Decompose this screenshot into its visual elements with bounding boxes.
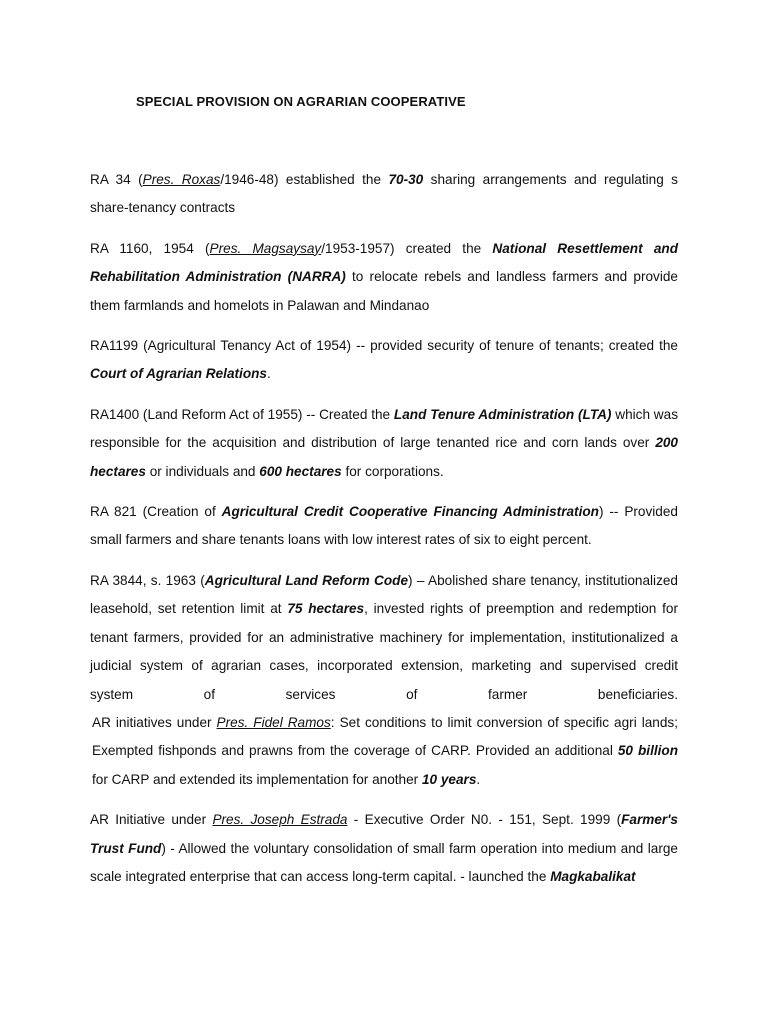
text-run: . — [476, 771, 481, 787]
paragraph-ra1199 — [90, 332, 678, 389]
code-name: Agricultural Land Reform Code — [204, 572, 409, 588]
text-run: /1946-48) established the — [220, 172, 389, 187]
paragraph-ra34 — [90, 166, 678, 223]
text-run: for CARP and extended its implementation for another — [92, 771, 422, 787]
text-run: : Set conditions to limit conversion of specific agri lands; Exempted fishponds and prawns from the coverage of CARP. Provided an additional — [92, 714, 678, 759]
sharing-ratio: 70-30 — [388, 172, 424, 187]
hectare-limit: 75 hectares — [287, 601, 365, 617]
document-body — [90, 166, 678, 903]
text-run: for corporations. — [341, 463, 444, 479]
program-name: Magkabalikat — [550, 868, 636, 884]
paragraph-ra1400 — [90, 401, 678, 486]
text-run: RA 821 (Creation of — [90, 504, 222, 520]
text-run: /1953-1957) created the — [321, 240, 493, 256]
hectare-limit: 600 hectares — [259, 463, 342, 479]
text-run: RA1199 (Agricultural Tenancy Act of 1954) -- provided security of tenure of tenants; created the — [90, 338, 678, 354]
text-run: RA 1160, 1954 ( — [90, 240, 210, 256]
extension-years: 10 years — [421, 771, 477, 787]
text-run: ) - Allowed the voluntary consolidation of small farm operation into medium and large scale integrated enterprise that can access long-term capital. - launched the — [90, 840, 678, 884]
president-name: Pres. Joseph Estrada — [212, 812, 348, 828]
text-run: RA1400 (Land Reform Act of 1955) -- Created the — [90, 406, 394, 422]
president-name: Pres. Fidel Ramos — [216, 714, 331, 730]
court-name: Court of Agrarian Relations — [90, 366, 267, 382]
text-run: , invested rights of preemption and redemption for tenant farmers, provided for an administrative machinery for implementation, institutionalized a judicial system of agrarian cases, incorporated extension, marketing and supervised credit system of services of farmer beneficiaries. — [90, 601, 678, 702]
text-run: or individuals and — [145, 463, 260, 479]
paragraph-estrada — [90, 806, 678, 891]
paragraph-ra3844 — [90, 567, 678, 709]
fund-name: Farmer's Trust Fund — [90, 812, 678, 856]
text-run: RA 3844, s. 1963 ( — [90, 572, 205, 588]
text-run: RA 34 ( — [90, 172, 143, 187]
document-title: SPECIAL PROVISION ON AGRARIAN COOPERATIVE — [136, 94, 466, 109]
text-run: - Executive Order N0. - 151, Sept. 1999 ( — [347, 812, 622, 828]
paragraph-ra1160 — [90, 235, 678, 320]
agency-name: Land Tenure Administration (LTA) — [393, 406, 612, 422]
text-run: AR initiatives under — [92, 714, 217, 730]
text-run: ) -- Provided small farmers and share tenants loans with low interest rates of six to eight percent. — [90, 504, 678, 548]
text-run: which was responsible for the acquisition and distribution of large tenanted rice and corn lands over — [90, 406, 678, 451]
hectare-limit: 200 hectares — [90, 435, 678, 479]
agency-name: National Resettlement and Rehabilitation Administration (NARRA) — [90, 240, 678, 285]
agency-name: Agricultural Credit Cooperative Financing Administration — [221, 504, 599, 520]
president-name: Pres. Roxas — [142, 172, 221, 187]
paragraph-ra821 — [90, 498, 678, 555]
text-run: sharing arrangements and regulating s share-tenancy contracts — [90, 172, 678, 216]
text-run: to relocate rebels and landless farmers and provide them farmlands and homelots in Palawan and Mindanao — [90, 269, 678, 313]
paragraph-ramos — [90, 709, 678, 794]
text-run: AR Initiative under — [90, 812, 213, 828]
budget-amount: 50 billion — [617, 743, 679, 759]
text-run: ) – Abolished share tenancy, institutionalized leasehold, set retention limit at — [90, 572, 678, 617]
president-name: Pres. Magsaysay — [209, 240, 322, 256]
text-run: . — [266, 366, 271, 382]
